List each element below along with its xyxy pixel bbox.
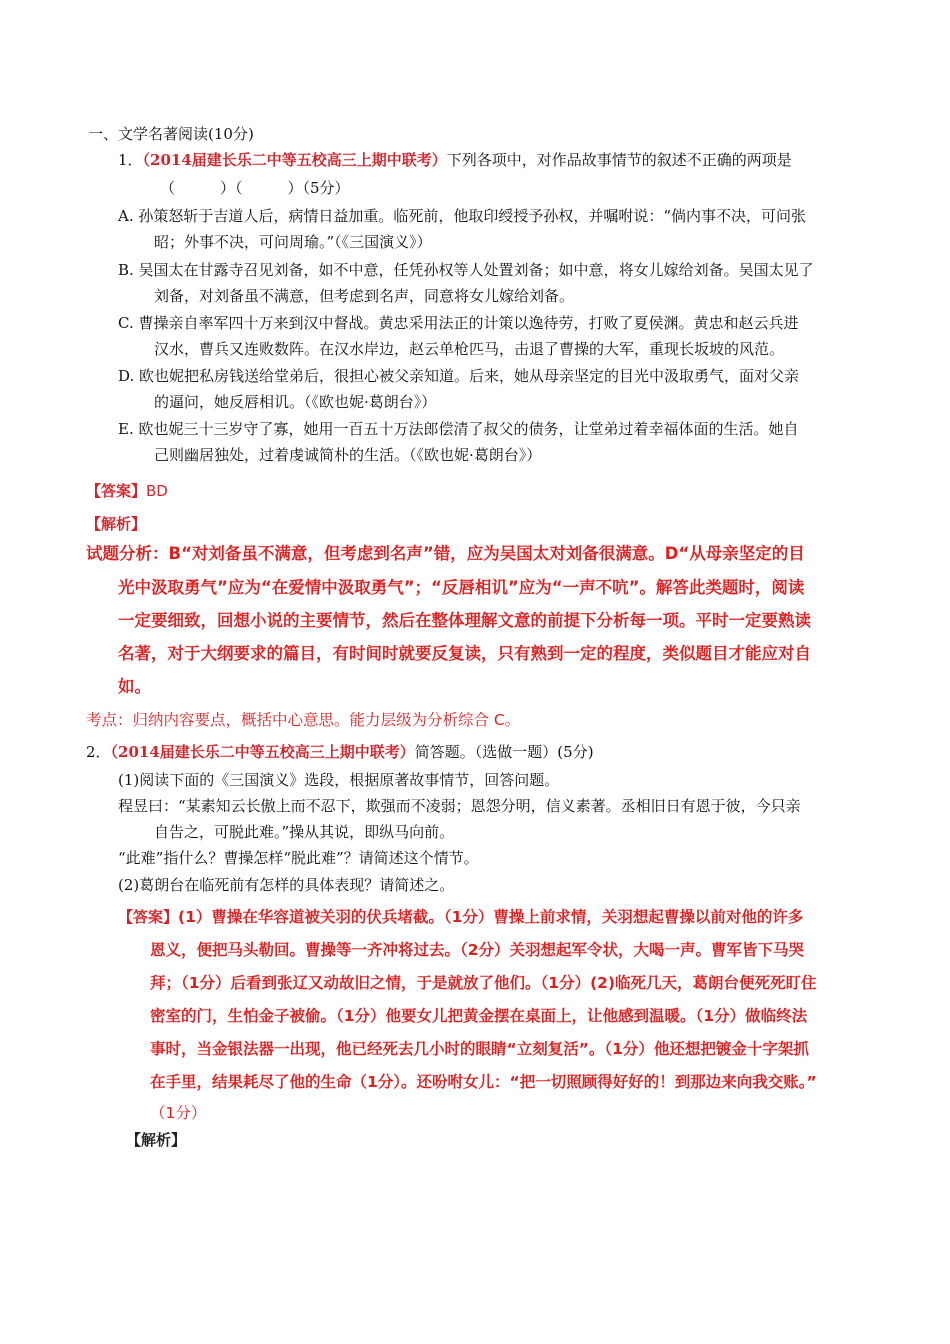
question-2-source: （2014届建长乐二中等五校高三上期中联考） xyxy=(110,743,415,761)
question-1-number: 1． xyxy=(118,151,143,169)
answer-1 xyxy=(86,481,168,501)
question-1-text: 下列各项中，对作品故事情节的叙述不正确的两项是 xyxy=(446,151,792,169)
answer-2-tag: 【答案】 xyxy=(118,908,179,926)
option-b-line2: 刘备，对刘备虽不满意，但考虑到名声，同意将女儿嫁给刘备。 xyxy=(154,287,575,305)
question-2-text: 简答题。（选做一题）(5分) xyxy=(414,743,594,761)
answer-2-line1 xyxy=(118,906,803,928)
option-a-line1: A. 孙策怒斩于吉道人后，病情日益加重。临死前，他取印绶授予孙权，并嘱咐说：“倘内事不决，可问张 xyxy=(118,207,807,225)
question-2-question: “此难”指什么？曹操怎样“脱此难”？请简述这个情节。 xyxy=(118,849,479,867)
question-2-sub1: (1)阅读下面的《三国演义》选段，根据原著故事情节，回答问题。 xyxy=(118,771,560,789)
question-1-blanks: （ ）（ ）（5分） xyxy=(160,179,350,197)
answer-2-line5: 事时，当金银法器一出现，他已经死去几小时的眼睛“立刻复活”。（1分）他还想把镀金十字架抓 xyxy=(150,1040,809,1058)
analysis-1-line5: 如。 xyxy=(118,677,151,696)
kaodian-1: 考点：归纳内容要点，概括中心意思。能力层级为分析综合 C。 xyxy=(86,711,521,729)
option-b-line1: B. 吴国太在甘露寺召见刘备，如不中意，任凭孙权等人处置刘备；如中意，将女儿嫁给刘备。吴国太见了 xyxy=(118,261,814,279)
analysis-1-line1: 试题分析：B“对刘备虽不满意，但考虑到名声”错，应为吴国太对刘备很满意。D“从母亲坚定的目 xyxy=(86,544,805,563)
option-a-line2: 昭；外事不决，可问周瑜。”（《三国演义》） xyxy=(154,233,432,251)
analysis-2-tag-text: 【解析】 xyxy=(126,1131,187,1149)
answer-2-line3: 拜；（1分）后看到张辽又动故旧之情，于是就放了他们。（1分）(2)临死几天，葛朗台便死死盯住 xyxy=(150,974,817,992)
option-d-line2: 的逼问，她反唇相讥。（《欧也妮·葛朗台》） xyxy=(154,393,437,411)
answer-value: BD xyxy=(146,482,168,500)
option-d-line1: D. 欧也妮把私房钱送给堂弟后，很担心被父亲知道。后来，她从母亲坚定的目光中汲取勇气，面对父亲 xyxy=(118,367,800,385)
question-2-sub2: (2)葛朗台在临死前有怎样的具体表现？请简述之。 xyxy=(118,876,455,894)
question-1-stem xyxy=(118,150,792,170)
option-e-line1: E. 欧也妮三十三岁守了寡，她用一百五十万法郎偿清了叔父的债务，让堂弟过着幸福体面的生活。她自 xyxy=(118,420,799,438)
question-2-quote-line1: 程昱曰：“某素知云长傲上而不忍下，欺强而不凌弱；恩怨分明，信义素著。丞相旧日有恩于彼，今只亲 xyxy=(118,797,801,815)
answer-2-line4: 密室的门，生怕金子被偷。（1分）他要女儿把黄金摆在桌面上，让他感到温暖。（1分）做临终法 xyxy=(150,1007,808,1025)
answer-2-text-1: (1）曹操在华容道被关羽的伏兵堵截。（1分）曹操上前求情，关羽想起曹操以前对他的许多 xyxy=(178,908,804,926)
question-2-number: 2． xyxy=(86,743,111,761)
analysis-1-line4: 名著，对于大纲要求的篇目，有时间时就要反复读，只有熟到一定的程度，类似题目才能应对自 xyxy=(118,644,811,663)
section-title: 一、文学名著阅读(10分) xyxy=(88,125,254,143)
analysis-2-tag xyxy=(126,1130,186,1150)
answer-2-line2: 恩义，便把马头勒回。曹操等一齐冲将过去。（2分）关羽想起军令状，大喝一声。曹军皆下马哭 xyxy=(150,941,805,959)
question-2-quote-line2: 自告之，可脱此难。”操从其说，即纵马向前。 xyxy=(154,823,455,841)
option-c-line1: C. 曹操亲自率军四十万来到汉中督战。黄忠采用法正的计策以逸待劳，打败了夏侯渊。黄忠和赵云兵进 xyxy=(118,314,799,332)
analysis-1-tag xyxy=(86,514,146,534)
analysis-1-line2: 光中汲取勇气”应为“在爱情中汲取勇气”；“反唇相讥”应为“一声不吭”。解答此类题时，阅读 xyxy=(118,578,805,597)
question-1-source: （2014届建长乐二中等五校高三上期中联考） xyxy=(142,151,447,169)
analysis-1-line3: 一定要细致，回想小说的主要情节，然后在整体理解文意的前提下分析每一项。平时一定要熟读 xyxy=(118,611,811,630)
answer-2-line6: 在手里，结果耗尽了他的生命（1分）。还吩咐女儿：“把一切照顾得好好的！到那边来向我交账。” xyxy=(150,1073,817,1091)
analysis-tag: 【解析】 xyxy=(86,515,147,533)
question-2-stem xyxy=(86,742,594,762)
answer-2-line7: （1分） xyxy=(150,1104,207,1122)
option-e-line2: 己则幽居独处，过着虔诚简朴的生活。（《欧也妮·葛朗台》） xyxy=(154,446,542,464)
answer-tag: 【答案】 xyxy=(86,482,147,500)
option-c-line2: 汉水，曹兵又连败数阵。在汉水岸边，赵云单枪匹马，击退了曹操的大军，重现长坂坡的风范。 xyxy=(154,340,785,358)
